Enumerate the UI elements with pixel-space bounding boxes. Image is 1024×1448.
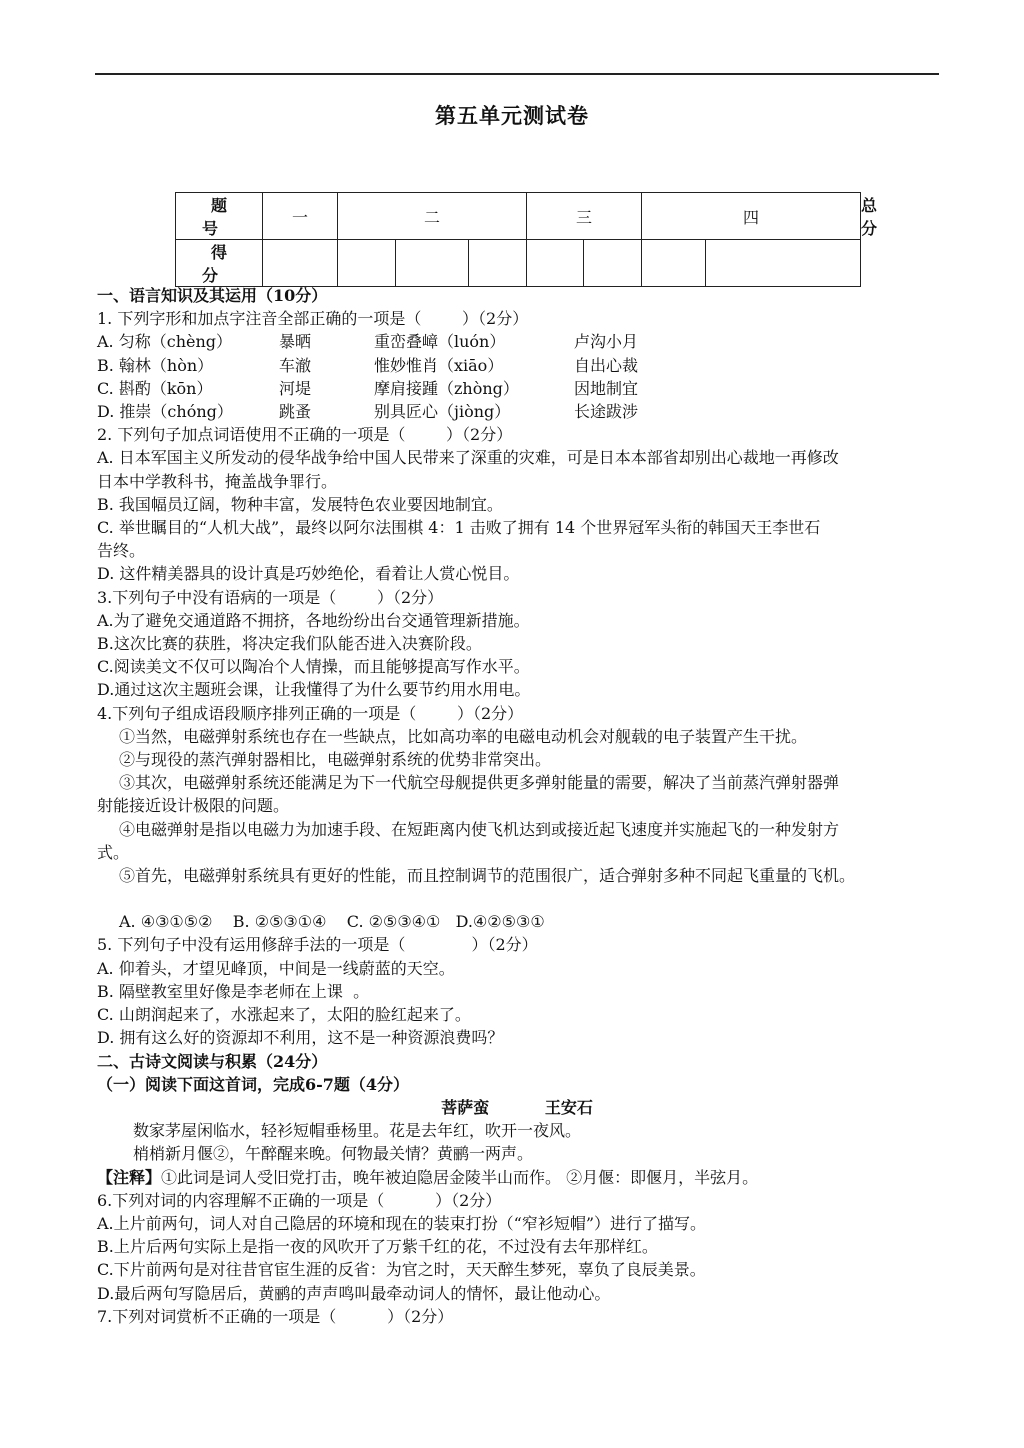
q6-option-d: D.最后两句写隐居后，黄鹂的声声鸣叫最牵动词人的情怀，最让他动心。 [97,1283,611,1303]
poem-line-1: 数家茅屋闲临水，轻衫短帽垂杨里。花是去年红，吹开一夜风。 [133,1121,582,1141]
q2-option-a: A. 日本军国主义所发动的侵华战争给中国人民带来了深重的灾难，可是日本本部省却别出心裁地一再修改 [97,448,839,468]
score-cell[interactable] [706,240,861,287]
option-cell: 重峦叠嶂（luón） [374,332,506,352]
q2-option-b: B. 我国幅员辽阔，物种丰富，发展特色农业要因地制宜。 [97,494,503,514]
score-cell[interactable] [469,240,527,287]
option-cell: B. 翰林（hòn） [97,355,214,375]
section2-heading: 二、古诗文阅读与积累（24分） [97,1051,328,1071]
q4-sentence-3-cont: 射能接近设计极限的问题。 [97,796,290,816]
q1-option-b [97,354,937,377]
score-label: 得 分 [176,240,263,287]
header-label: 题 号 [176,193,263,240]
section1-heading: 一、语言知识及其运用（10分） [97,286,328,305]
q1-option-a [97,330,937,353]
option-cell: 别具匠心（jiòng） [374,402,511,422]
q2-option-c-cont: 告终。 [97,541,146,561]
q4-sentence-5: ⑤首先，电磁弹射系统具有更好的性能，而且控制调节的范围很广，适合弹射多种不同起飞重量的飞机。 [119,866,856,886]
q2-option-a-cont: 日本中学教科书，掩盖战争罪行。 [97,471,338,491]
poem-line-2: 梢梢新月偃②，午醉醒来晚。何物最关情？黄鹂一两声。 [133,1144,534,1164]
option-cell: 暴晒 [279,332,312,352]
q5-option-a: A. 仰着头，才望见峰顶，中间是一线蔚蓝的天空。 [97,958,455,978]
q3-option-b: B.这次比赛的获胜，将决定我们队能否进入决赛阶段。 [97,634,482,654]
q4-sentence-4: ④电磁弹射是指以电磁力为加速手段、在短距离内使飞机达到或接近起飞速度并实施起飞的一种发射方 [119,819,840,839]
q1-option-d [97,400,937,423]
q4-sentence-2: ②与现役的蒸汽弹射器相比，电磁弹射系统的优势非常突出。 [119,750,552,770]
q1-option-c [97,377,937,400]
q6-stem: 6.下列对词的内容理解不正确的一项是（ ）（2分） [97,1190,502,1210]
option-cell: 车澈 [279,355,312,375]
q4-choices: A. ④③①⑤② B. ②⑤③①④ C. ②⑤③④① D.④②⑤③① [119,912,545,932]
option-cell: 摩肩接踵（zhòng） [374,378,519,398]
q5-option-c: C. 山朗润起来了，水涨起来了，太阳的脸红起来了。 [97,1005,471,1025]
q4-stem: 4.下列句子组成语段顺序排列正确的一项是（ ）（2分） [97,703,524,723]
q4-sentence-1: ①当然，电磁弹射系统也存在一些缺点，比如高功率的电磁电动机会对舰载的电子装置产生干扰。 [119,726,808,746]
q5-stem: 5. 下列句子中没有运用修辞手法的一项是（ ）（2分） [97,935,538,955]
option-cell: A. 匀称（chèng） [97,332,233,352]
option-cell: 河堤 [279,378,312,398]
top-rule [95,73,939,75]
q3-option-a: A.为了避免交通道路不拥挤，各地纷纷出台交通管理新措施。 [97,610,530,630]
option-cell: 长途跋涉 [574,402,639,422]
header-col-4: 四 [642,193,861,240]
section2-sub1: （一）阅读下面这首词，完成6-7题（4分） [97,1074,410,1094]
q2-option-c: C. 举世瞩目的“人机大战”，最终以阿尔法围棋 4：1 击败了拥有 14 个世界冠军头衔的韩国天王李世石 [97,518,821,538]
score-cell[interactable] [642,240,706,287]
option-cell: 自出心裁 [574,355,639,375]
header-col-3: 三 [527,193,642,240]
option-cell: D. 推崇（chóng） [97,402,233,422]
q6-option-c: C.下片前两句是对往昔官宦生涯的反省：为官之时，天天醉生梦死，辜负了良辰美景。 [97,1260,706,1280]
note-mark: 【注释】 [97,1167,162,1187]
q3-stem: 3.下列句子中没有语病的一项是（ ）（2分） [97,587,444,607]
q7-stem: 7.下列对词赏析不正确的一项是（ ）（2分） [97,1306,454,1326]
poem-note [97,1166,937,1189]
spacer [97,887,937,910]
q2-option-d: D. 这件精美器具的设计真是巧妙绝伦，看着让人赏心悦目。 [97,564,520,584]
option-cell: 卢沟小月 [574,332,639,352]
note-text: ①此词是词人受旧党打击，晚年被迫隐居金陵半山而作。 ②月偃：即偃月，半弦月。 [161,1167,759,1187]
q1-stem: 1. 下列字形和加点字注音全部正确的一项是（ ）（2分） [97,309,529,329]
option-cell: 跳蚤 [279,402,312,422]
option-cell: 因地制宜 [574,378,639,398]
q6-option-b: B.上片后两句实际上是指一夜的风吹开了万紫千红的花，不过没有去年那样红。 [97,1237,658,1257]
header-col-1: 一 [263,193,338,240]
q5-option-d: D. 拥有这么好的资源却不利用，这不是一种资源浪费吗？ [97,1028,504,1048]
q6-option-a: A.上片前两句，词人对自己隐居的环境和现在的装束打扮（“窄衫短帽”）进行了描写。 [97,1213,707,1233]
score-table [175,192,878,287]
q3-option-d: D.通过这次主题班会课，让我懂得了为什么要节约用水用电。 [97,680,531,700]
q3-option-c: C.阅读美文不仅可以陶冶个人情操，而且能够提高写作水平。 [97,657,530,677]
score-cell[interactable] [338,240,396,287]
option-cell: C. 斟酌（kōn） [97,378,213,398]
header-col-2: 二 [338,193,527,240]
score-cell[interactable] [527,240,584,287]
page-title: 第五单元测试卷 [435,103,589,128]
q5-option-b: B. 隔壁教室里好像是李老师在上课 。 [97,981,370,1001]
score-header-row: 题 号 一 二 三 四 总分 [176,193,861,240]
exam-content [97,284,937,1328]
q2-stem: 2. 下列句子加点词语使用不正确的一项是（ ）（2分） [97,425,513,445]
score-cell[interactable] [396,240,469,287]
option-cell: 惟妙惟肖（xiāo） [374,355,504,375]
poem-title: 菩萨蛮 王安石 [441,1097,593,1117]
score-cell[interactable] [263,240,338,287]
score-value-row [176,240,861,287]
q4-sentence-4-cont: 式。 [97,842,130,862]
q4-sentence-3: ③其次，电磁弹射系统还能满足为下一代航空母舰提供更多弹射能量的需要，解决了当前蒸汽弹射器弹 [119,773,840,793]
score-cell[interactable] [584,240,642,287]
